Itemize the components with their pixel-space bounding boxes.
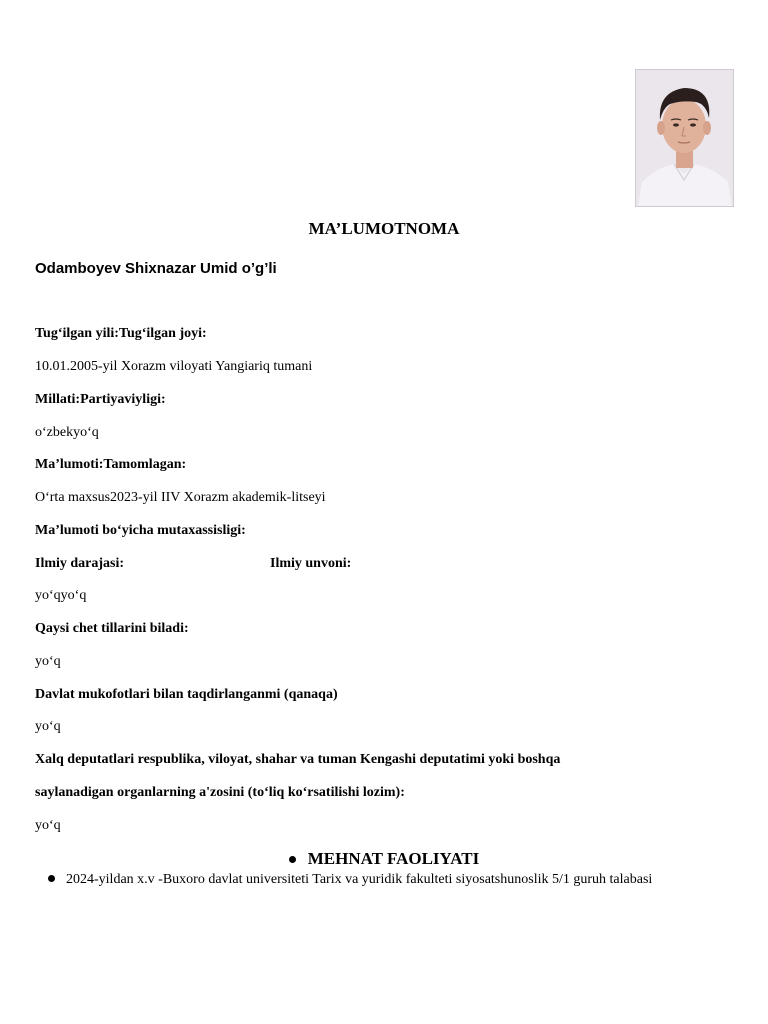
academic-degree-label: Ilmiy darajasi:	[35, 556, 125, 571]
work-section-heading	[0, 849, 768, 869]
work-section-title: MEHNAT FAOLIYATI	[307, 849, 480, 868]
languages-value: yo‘q	[35, 654, 61, 669]
specialty-label: Ma’lumoti bo‘yicha mutaxassisligi:	[35, 523, 246, 538]
profile-photo	[635, 69, 734, 207]
bullet-icon	[289, 856, 296, 863]
academic-value: yo‘qyo‘q	[35, 588, 87, 603]
languages-label: Qaysi chet tillarini biladi:	[35, 621, 189, 636]
deputy-label: Xalq deputatlari respublika, viloyat, shahar va tuman Kengashi deputatimi yoki boshqa	[35, 752, 561, 767]
birth-label: Tug‘ilgan yili:Tug‘ilgan joyi:	[35, 326, 207, 341]
awards-label: Davlat mukofotlari bilan taqdirlanganmi (qanaqa)	[35, 687, 338, 702]
nationality-value: o‘zbekyo‘q	[35, 425, 99, 440]
bullet-icon	[48, 875, 55, 882]
awards-value: yo‘q	[35, 719, 61, 734]
education-value: O‘rta maxsus2023-yil IIV Xorazm akademik-litseyi	[35, 490, 326, 505]
document-title: MA’LUMOTNOMA	[308, 219, 460, 238]
academic-title-label: Ilmiy unvoni:	[270, 556, 352, 571]
work-item-text: 2024-yildan x.v -Buxoro davlat universiteti Tarix va yuridik fakulteti siyosatshunoslik 5/1 guruh talabasi	[66, 872, 653, 887]
deputy-value: yo‘q	[35, 818, 61, 833]
nationality-label: Millati:Partiyaviyligi:	[35, 392, 166, 407]
education-label: Ma’lumoti:Tamomlagan:	[35, 457, 187, 472]
deputy-label-continued: saylanadigan organlarning a'zosini (to‘liq ko‘rsatilishi lozim):	[35, 785, 405, 800]
birth-value: 10.01.2005-yil Xorazm viloyati Yangiariq tumani	[35, 359, 313, 374]
person-portrait-icon	[636, 70, 733, 206]
person-name: Odamboyev Shixnazar Umid o’g’li	[35, 260, 277, 277]
list-item	[48, 872, 652, 888]
